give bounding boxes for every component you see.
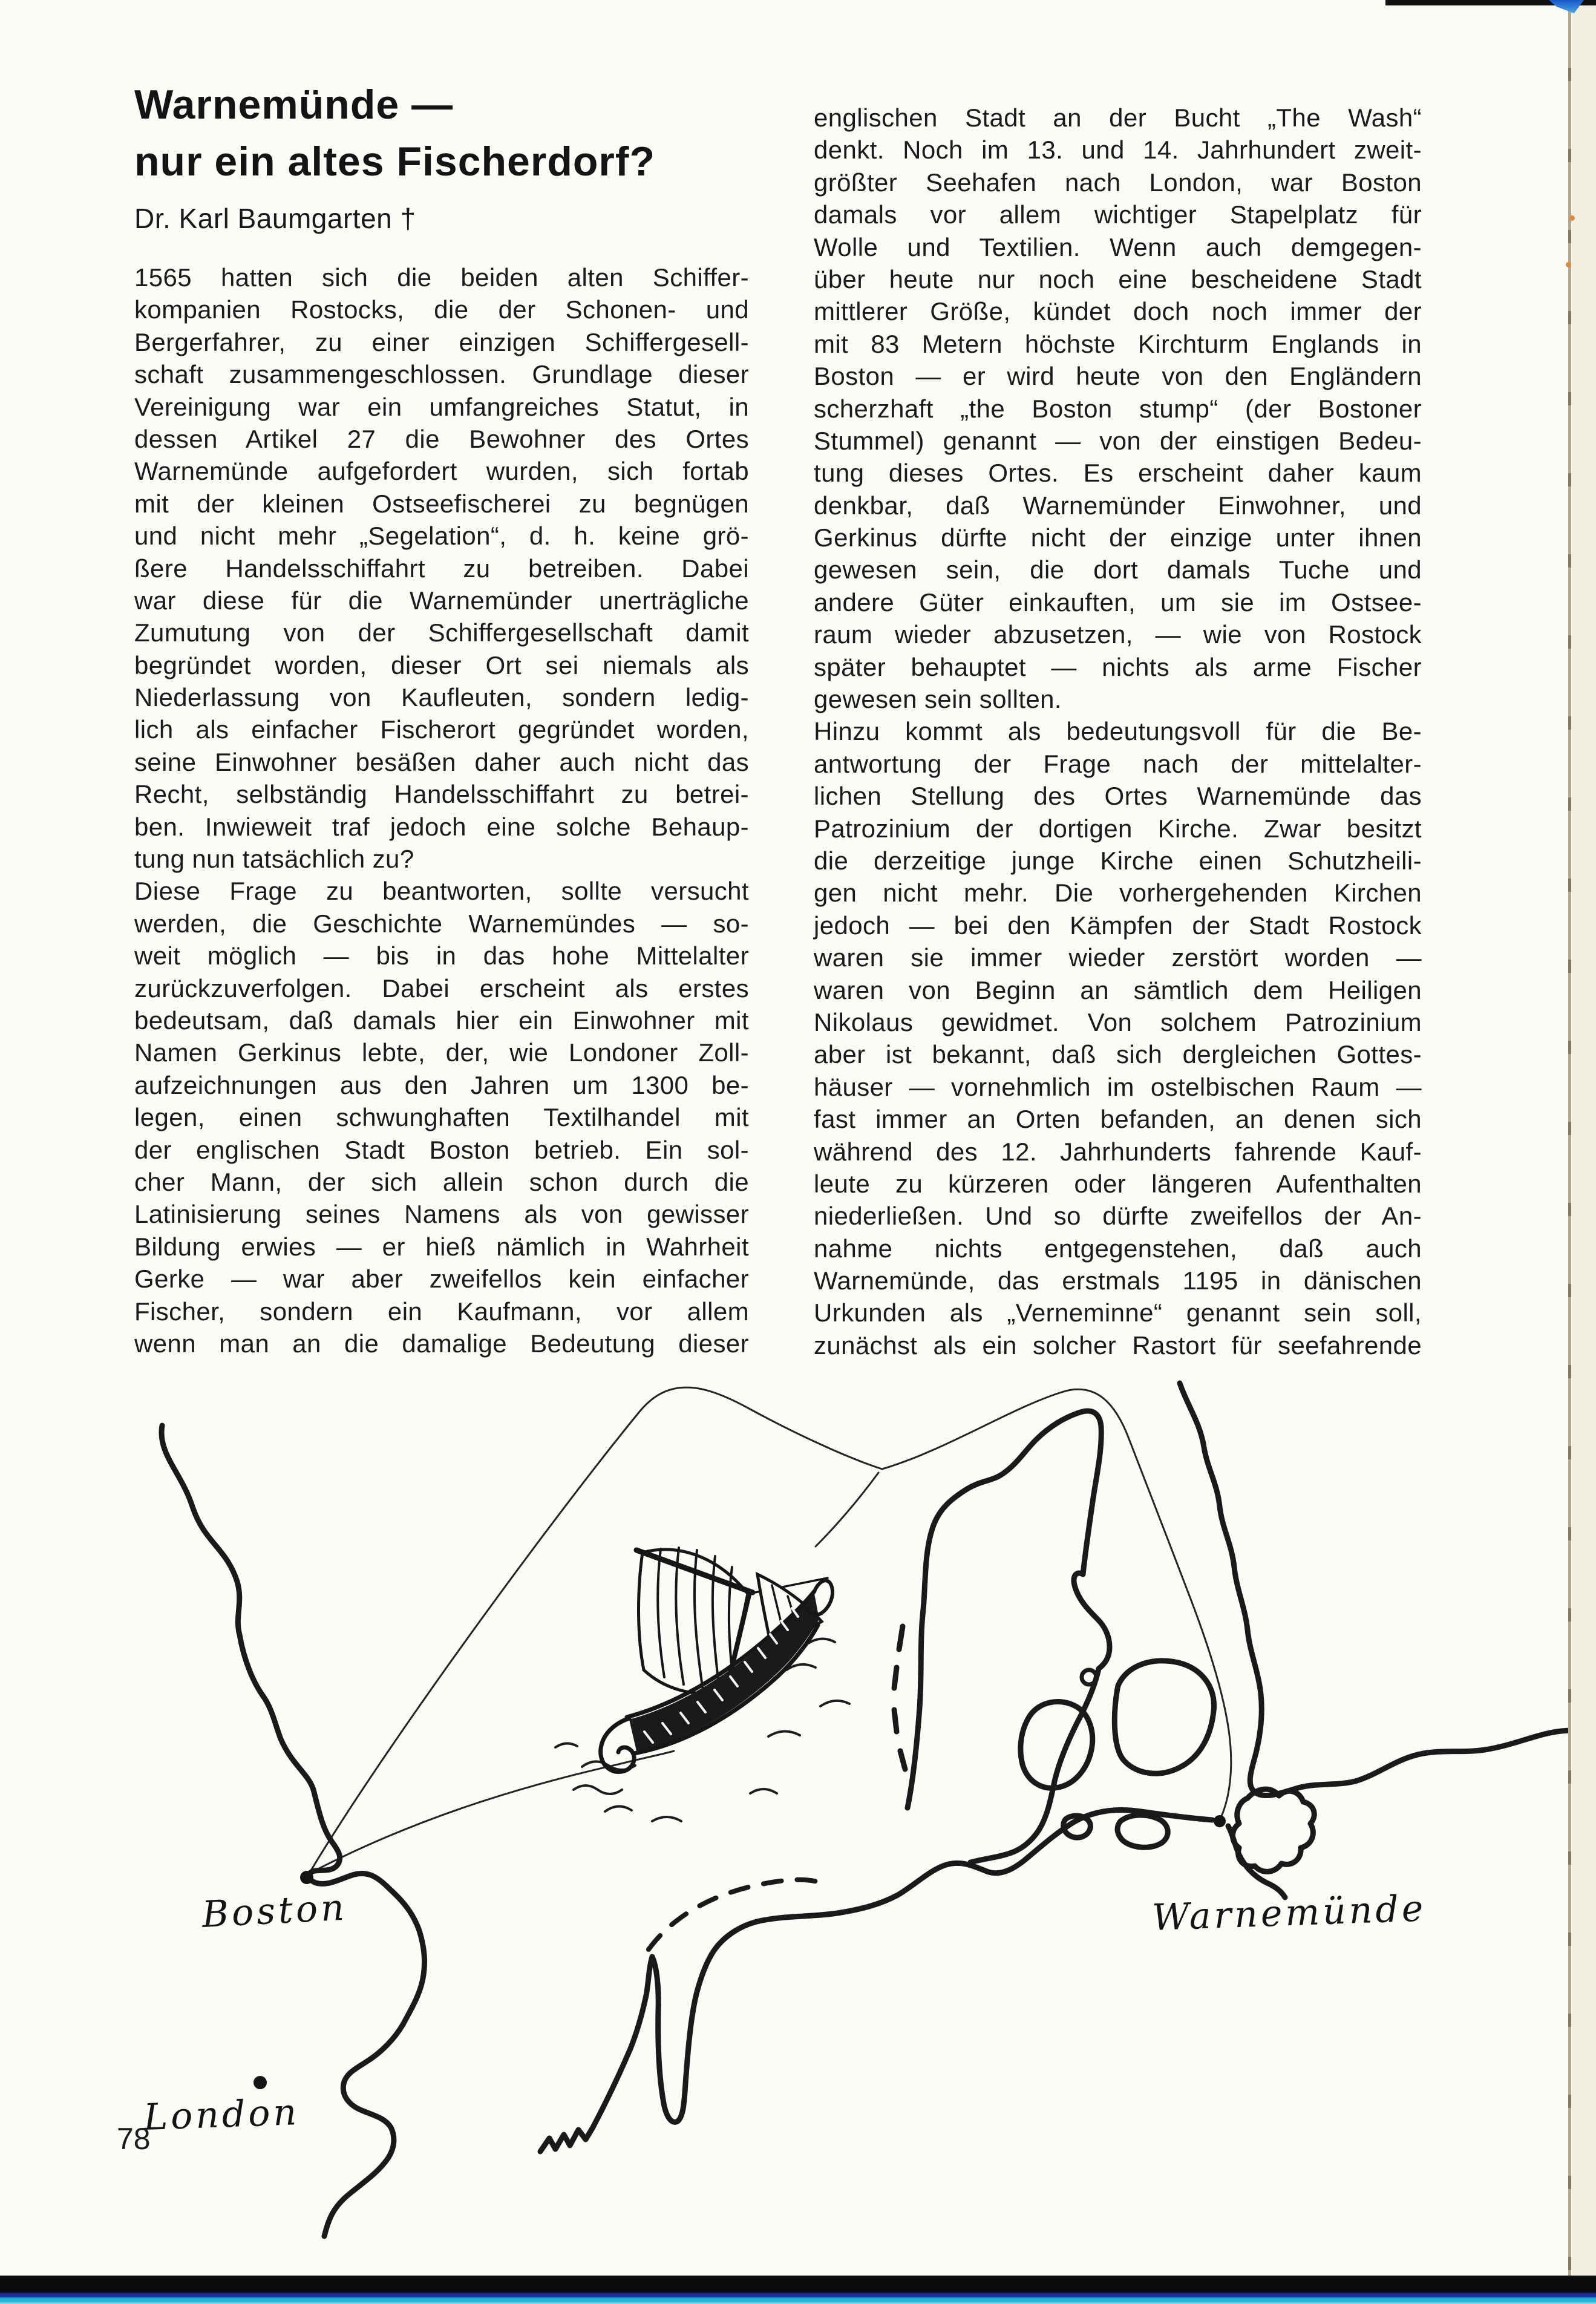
text-line: gen nicht mehr. Die vorhergehenden Kirchen [814, 879, 1422, 908]
text-line: Warnemünde, das erstmals 1195 in dänischen [814, 1266, 1422, 1295]
text-line: über heute nur noch eine bescheidene Stadt [814, 264, 1422, 293]
article-title-line2: nur ein altes Fischerdorf? [134, 139, 656, 185]
map-zealand-island [1114, 1661, 1214, 1773]
text-line: Gerkinus dürfte nicht der einzige unter ihnen [814, 523, 1422, 552]
article-title-line1: Warnemünde — [134, 82, 454, 128]
text-line: war diese für die Warnemünder unerträgliche [134, 586, 749, 615]
ship-illustration [601, 1548, 832, 1772]
text-line: Diese Frage zu beantworten, sollte versucht [134, 877, 749, 906]
text-line: seine Einwohner besäßen daher auch nicht das [134, 747, 749, 776]
text-line: mittlerer Größe, kündet doch noch immer der [814, 297, 1422, 326]
text-line: Zumutung von der Schiffergesellschaft damit [134, 618, 749, 647]
text-line: weit möglich — bis in das hohe Mittelalter [134, 941, 749, 970]
text-line: antwortung der Frage nach der mittelalter- [814, 749, 1422, 778]
text-line: Vereinigung war ein umfangreiches Statut, in [134, 392, 749, 421]
text-line: Boston — er wird heute von den Engländern [814, 362, 1422, 391]
text-line: begründet worden, dieser Ort sei niemals als [134, 650, 749, 679]
text-line: mit 83 Metern höchste Kirchturm Englands in [814, 329, 1422, 358]
text-line: Fischer, sondern ein Kaufmann, vor allem [134, 1297, 749, 1326]
map-sweden-coast [1180, 1383, 1573, 1796]
text-line: ben. Inwieweit traf jedoch eine solche Behaup- [134, 812, 749, 841]
text-line: tung nun tatsächlich zu? [134, 845, 414, 874]
map-warnemuende-dot [1214, 1815, 1226, 1827]
text-line: Latinisierung seines Namens als von gewisser [134, 1200, 749, 1229]
text-line: aufzeichnungen aus den Jahren um 1300 be- [134, 1070, 749, 1099]
map-label-warnemuende: Warnemünde [1151, 1887, 1427, 1939]
text-line: Niederlassung von Kaufleuten, sondern ledig- [134, 683, 749, 712]
text-line: kompanien Rostocks, die der Schonen- und [134, 295, 749, 324]
text-line: legen, einen schwunghaften Textilhandel mit [134, 1103, 749, 1132]
text-line: Nikolaus gewidmet. Von solchem Patrozinium [814, 1007, 1422, 1036]
text-line: zunächst als ein solcher Rastort für seefahrende [814, 1330, 1422, 1360]
text-line: schaft zusammengeschlossen. Grundlage dieser [134, 360, 749, 389]
map-route-to-ship [310, 1473, 878, 1873]
text-line: aber ist bekannt, daß sich dergleichen Gottes- [814, 1040, 1422, 1069]
text-line: gewesen sein sollten. [814, 685, 1062, 714]
text-line: gewesen sein, die dort damals Tuche und [814, 555, 1422, 584]
text-line: raum wieder abzusetzen, — wie von Rostock [814, 620, 1422, 649]
text-line: Recht, selbständig Handelsschiffahrt zu betrei- [134, 780, 749, 809]
text-line: Hinzu kommt als bedeutungsvoll für die Be- [814, 717, 1422, 746]
text-line: die derzeitige junge Kirche einen Schutzheili- [814, 846, 1422, 875]
page-binding-edge [1568, 0, 1571, 2304]
text-line: nahme nichts entgegenstehen, daß auch [814, 1234, 1422, 1263]
text-line: lich als einfacher Fischerort gegründet worden, [134, 715, 749, 744]
map-ruegen-island [1233, 1789, 1315, 1871]
text-line: und nicht mehr „Segelation“, d. h. keine grö- [134, 522, 749, 551]
text-line: fast immer an Orten befanden, an denen sich [814, 1105, 1422, 1134]
scanner-edge-band [0, 2276, 1596, 2304]
text-line: bedeutsam, daß damals hier ein Einwohner mit [134, 1006, 749, 1035]
text-line: Namen Gerkinus lebte, der, wie Londoner Zoll- [134, 1038, 749, 1067]
page-number: 78 [117, 2122, 151, 2156]
text-line: während des 12. Jahrhunderts fahrende Kauf- [814, 1137, 1422, 1166]
text-line: denkt. Noch im 13. und 14. Jahrhundert zweit- [814, 136, 1422, 165]
scan-speck [1569, 215, 1575, 221]
map-label-boston: Boston [201, 1886, 348, 1936]
text-line: werden, die Geschichte Warnemündes — so- [134, 909, 749, 938]
text-line: Bergerfahrer, zu einer einzigen Schiffergesell- [134, 327, 749, 356]
map-jutland-coast [908, 1411, 1110, 1862]
map-london-dot [253, 2076, 267, 2089]
map-wadden-dashes [894, 1626, 905, 1769]
scan-speck [1566, 262, 1571, 267]
map-boston-dot [300, 1871, 313, 1884]
text-line: ßere Handelsschiffahrt zu betreiben. Dabei [134, 554, 749, 583]
text-line: andere Güter einkauften, um sie im Ostsee- [814, 587, 1422, 617]
text-line: der englischen Stadt Boston betrieb. Ein sol- [134, 1135, 749, 1164]
text-line: niederließen. Und so dürfte zweifellos der An- [814, 1202, 1422, 1231]
text-line: damals vor allem wichtiger Stapelplatz für [814, 200, 1422, 229]
text-line: dessen Artikel 27 die Bewohner des Ortes [134, 424, 749, 453]
text-line: Gerke — war aber zweifellos kein einfacher [134, 1265, 749, 1294]
map-label-london: London [143, 2091, 301, 2139]
map-continental-coast [540, 1810, 1285, 2152]
article-author: Dr. Karl Baumgarten † [134, 203, 416, 234]
text-line: mit der kleinen Ostseefischerei zu begnügen [134, 489, 749, 518]
text-line: 1565 hatten sich die beiden alten Schiffer- [134, 263, 749, 292]
text-line: später behauptet — nichts als arme Fischer [814, 652, 1422, 681]
text-line: waren von Beginn an sämtlich dem Heiligen [814, 975, 1422, 1004]
text-line: größter Seehafen nach London, war Boston [814, 168, 1422, 197]
text-line: tung dieses Ortes. Es erscheint daher kaum [814, 459, 1422, 488]
text-line: häuser — vornehmlich im ostelbischen Raum — [814, 1072, 1422, 1101]
text-line: zurückzuverfolgen. Dabei erscheint als erstes [134, 974, 749, 1003]
text-line: waren sie immer wieder zerstört worden — [814, 943, 1422, 972]
text-line: jedoch — bei den Kämpfen der Stadt Rostock [814, 911, 1422, 940]
text-line: lichen Stellung des Ortes Warnemünde das [814, 782, 1422, 811]
text-line: Warnemünde aufgefordert wurden, sich fortab [134, 457, 749, 486]
text-line: Wolle und Textilien. Wenn auch demgegen- [814, 232, 1422, 261]
text-line: cher Mann, der sich allein schon durch die [134, 1167, 749, 1196]
text-line: denkbar, daß Warnemünder Einwohner, und [814, 491, 1422, 520]
text-line: Stummel) genannt — von der einstigen Bedeu- [814, 426, 1422, 455]
page-edge-strip [1571, 0, 1596, 2304]
text-line: leute zu kürzeren oder längeren Aufenthalten [814, 1169, 1422, 1198]
text-line: Bildung erwies — er hieß nämlich in Wahrheit [134, 1232, 749, 1261]
text-line: Urkunden als „Verneminne“ genannt sein soll, [814, 1298, 1422, 1327]
text-line: Patrozinium der dortigen Kirche. Zwar besitzt [814, 814, 1422, 843]
text-line: scherzhaft „the Boston stump“ (der Bostoner [814, 394, 1422, 423]
text-line: wenn man an die damalige Bedeutung dieser [134, 1329, 749, 1358]
text-line: englischen Stadt an der Bucht „The Wash“ [814, 103, 1422, 132]
